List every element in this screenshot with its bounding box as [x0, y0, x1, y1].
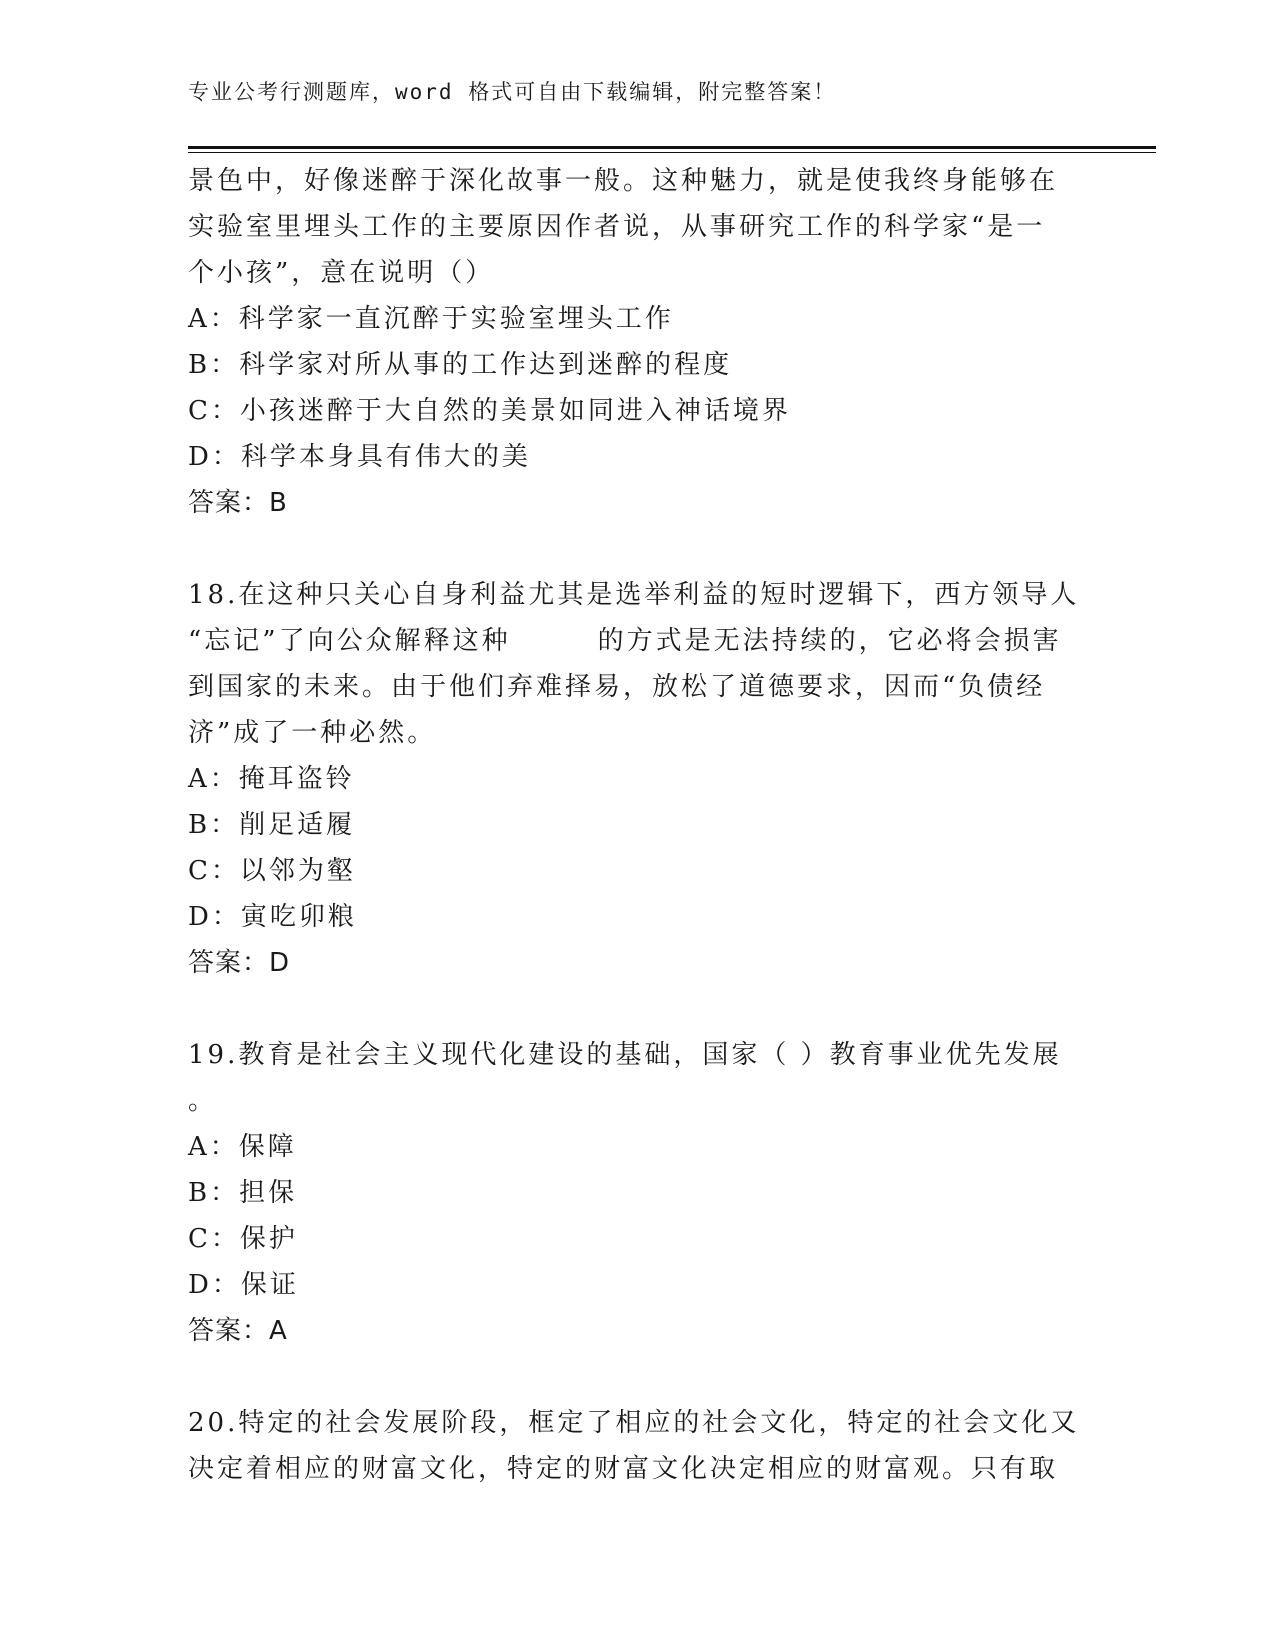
answer-line: 答案：A [188, 1316, 288, 1346]
question-line: 18.在这种只关心自身利益尤其是选举利益的短时逻辑下，西方领导人 [188, 580, 1080, 610]
page-header: 专业公考行测题库，word 格式可自由下载编辑，附完整答案！ [188, 80, 837, 104]
question-line: 景色中，好像迷醉于深化故事一般。这种魅力，就是使我终身能够在 [188, 166, 1059, 196]
question-line: 济”成了一种必然。 [188, 718, 437, 748]
spacer [188, 1354, 1088, 1400]
question-line: 19.教育是社会主义现代化建设的基础，国家（ ）教育事业优先发展 [188, 1040, 1062, 1070]
option-b: B：担保 [188, 1178, 298, 1208]
question-19 [188, 1032, 1088, 1354]
option-a: A：掩耳盗铃 [188, 764, 355, 794]
option-c: C：以邻为壑 [188, 856, 356, 886]
spacer [188, 526, 1088, 572]
option-a: A：保障 [188, 1132, 297, 1162]
header-rule [188, 146, 1156, 153]
question-line: 决定着相应的财富文化，特定的财富文化决定相应的财富观。只有取 [188, 1454, 1059, 1484]
option-d: D：寅吃卯粮 [188, 902, 357, 932]
question-content [188, 158, 1088, 1492]
option-b: B：科学家对所从事的工作达到迷醉的程度 [188, 350, 733, 380]
question-line: 20.特定的社会发展阶段，框定了相应的社会文化，特定的社会文化又 [188, 1408, 1080, 1438]
option-d: D：保证 [188, 1270, 299, 1300]
question-line: “忘记”了向公众解释这种 的方式是无法持续的，它必将会损害 [188, 626, 1062, 656]
option-c: C：小孩迷醉于大自然的美景如同进入神话境界 [188, 396, 791, 426]
answer-line: 答案：D [188, 948, 291, 978]
answer-line: 答案：B [188, 488, 288, 518]
option-a: A：科学家一直沉醉于实验室埋头工作 [188, 304, 674, 334]
option-d: D：科学本身具有伟大的美 [188, 442, 531, 472]
question-line: 到国家的未来。由于他们弃难择易，放松了道德要求，因而“负债经 [188, 672, 1046, 702]
question-17 [188, 158, 1088, 526]
question-20 [188, 1400, 1088, 1492]
question-line: 个小孩”，意在说明（） [188, 258, 495, 288]
option-b: B：削足适履 [188, 810, 356, 840]
question-line: 。 [188, 1086, 218, 1116]
question-line: 实验室里埋头工作的主要原因作者说，从事研究工作的科学家“是一 [188, 212, 1046, 242]
spacer [188, 986, 1088, 1032]
question-18 [188, 572, 1088, 986]
option-c: C：保护 [188, 1224, 298, 1254]
